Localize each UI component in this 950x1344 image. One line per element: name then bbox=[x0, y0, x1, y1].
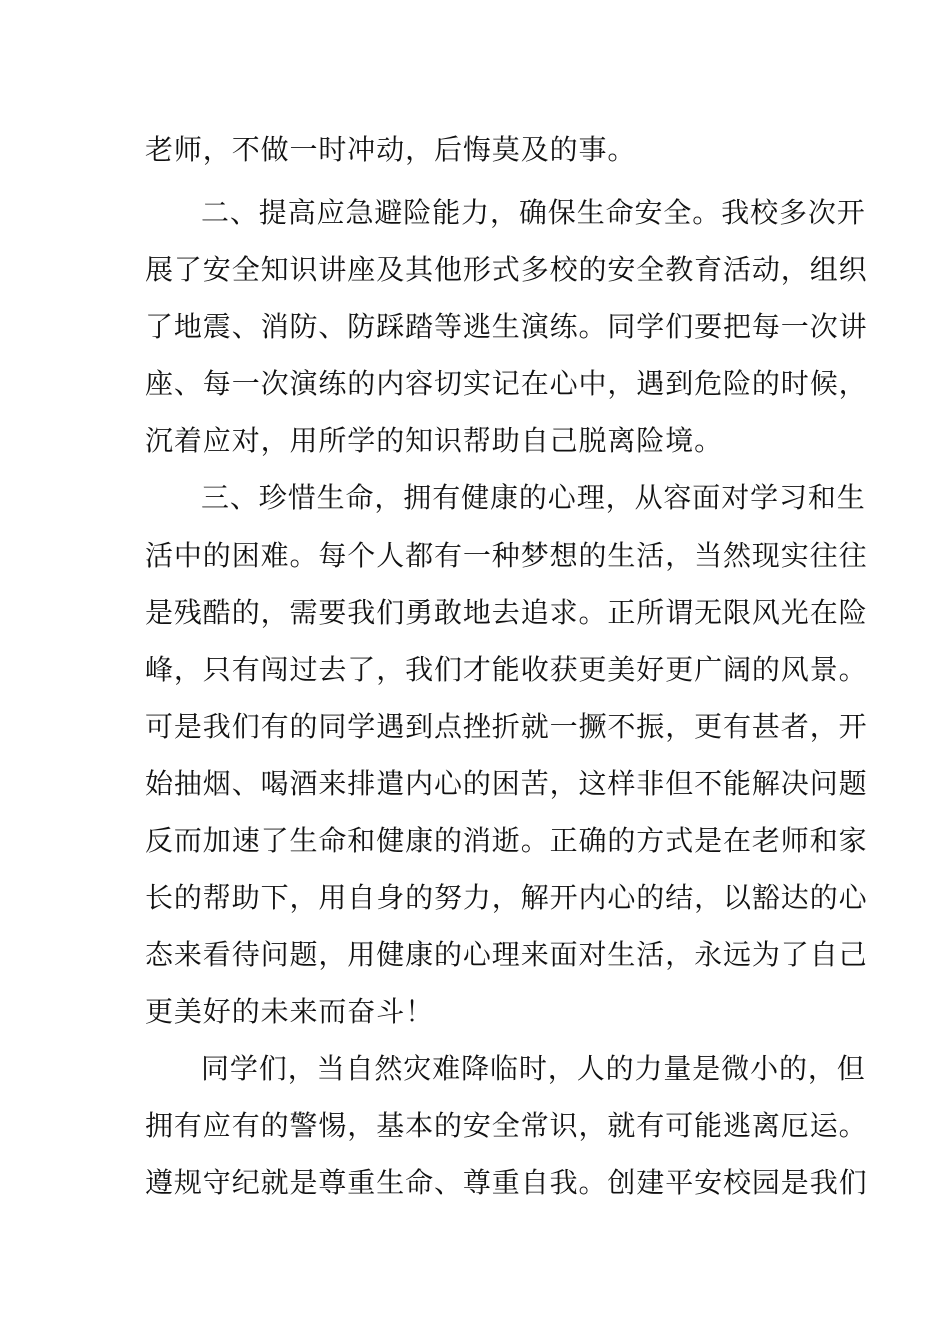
text-line: 反而加速了生命和健康的消逝。正确的方式是在老师和家 bbox=[145, 824, 868, 857]
text-line: 峰，只有闯过去了，我们才能收获更美好更广阔的风景。 bbox=[145, 653, 868, 686]
paragraph-4-start: 同学们，当自然灾难降临时，人的力量是微小的，但 bbox=[201, 1052, 866, 1085]
text-line: 了地震、消防、防踩踏等逃生演练。同学们要把每一次讲 bbox=[145, 310, 868, 343]
text-line: 展了安全知识讲座及其他形式多校的安全教育活动，组织 bbox=[145, 253, 868, 286]
text-line: 拥有应有的警惕，基本的安全常识，就有可能逃离厄运。 bbox=[145, 1109, 868, 1142]
text-line: 长的帮助下，用自身的努力，解开内心的结，以豁达的心 bbox=[145, 881, 868, 914]
text-line: 可是我们有的同学遇到点挫折就一撅不振，更有甚者，开 bbox=[145, 710, 868, 743]
text-line: 态来看待问题，用健康的心理来面对生活，永远为了自己 bbox=[145, 938, 868, 971]
paragraph-2-start: 二、提高应急避险能力，确保生命安全。我校多次开 bbox=[201, 196, 866, 229]
text-line: 座、每一次演练的内容切实记在心中，遇到危险的时候， bbox=[145, 367, 868, 400]
text-line: 活中的困难。每个人都有一种梦想的生活，当然现实往往 bbox=[145, 539, 868, 572]
text-line: 更美好的未来而奋斗！ bbox=[145, 995, 435, 1028]
text-line: 始抽烟、喝酒来排遣内心的困苦，这样非但不能解决问题 bbox=[145, 767, 868, 800]
text-line: 老师，不做一时冲动，后悔莫及的事。 bbox=[145, 133, 637, 166]
text-line: 沉着应对，用所学的知识帮助自己脱离险境。 bbox=[145, 424, 724, 457]
text-line: 是残酷的，需要我们勇敢地去追求。正所谓无限风光在险 bbox=[145, 596, 868, 629]
text-line: 遵规守纪就是尊重生命、尊重自我。创建平安校园是我们 bbox=[145, 1166, 868, 1199]
paragraph-3-start: 三、珍惜生命，拥有健康的心理，从容面对学习和生 bbox=[201, 481, 866, 514]
